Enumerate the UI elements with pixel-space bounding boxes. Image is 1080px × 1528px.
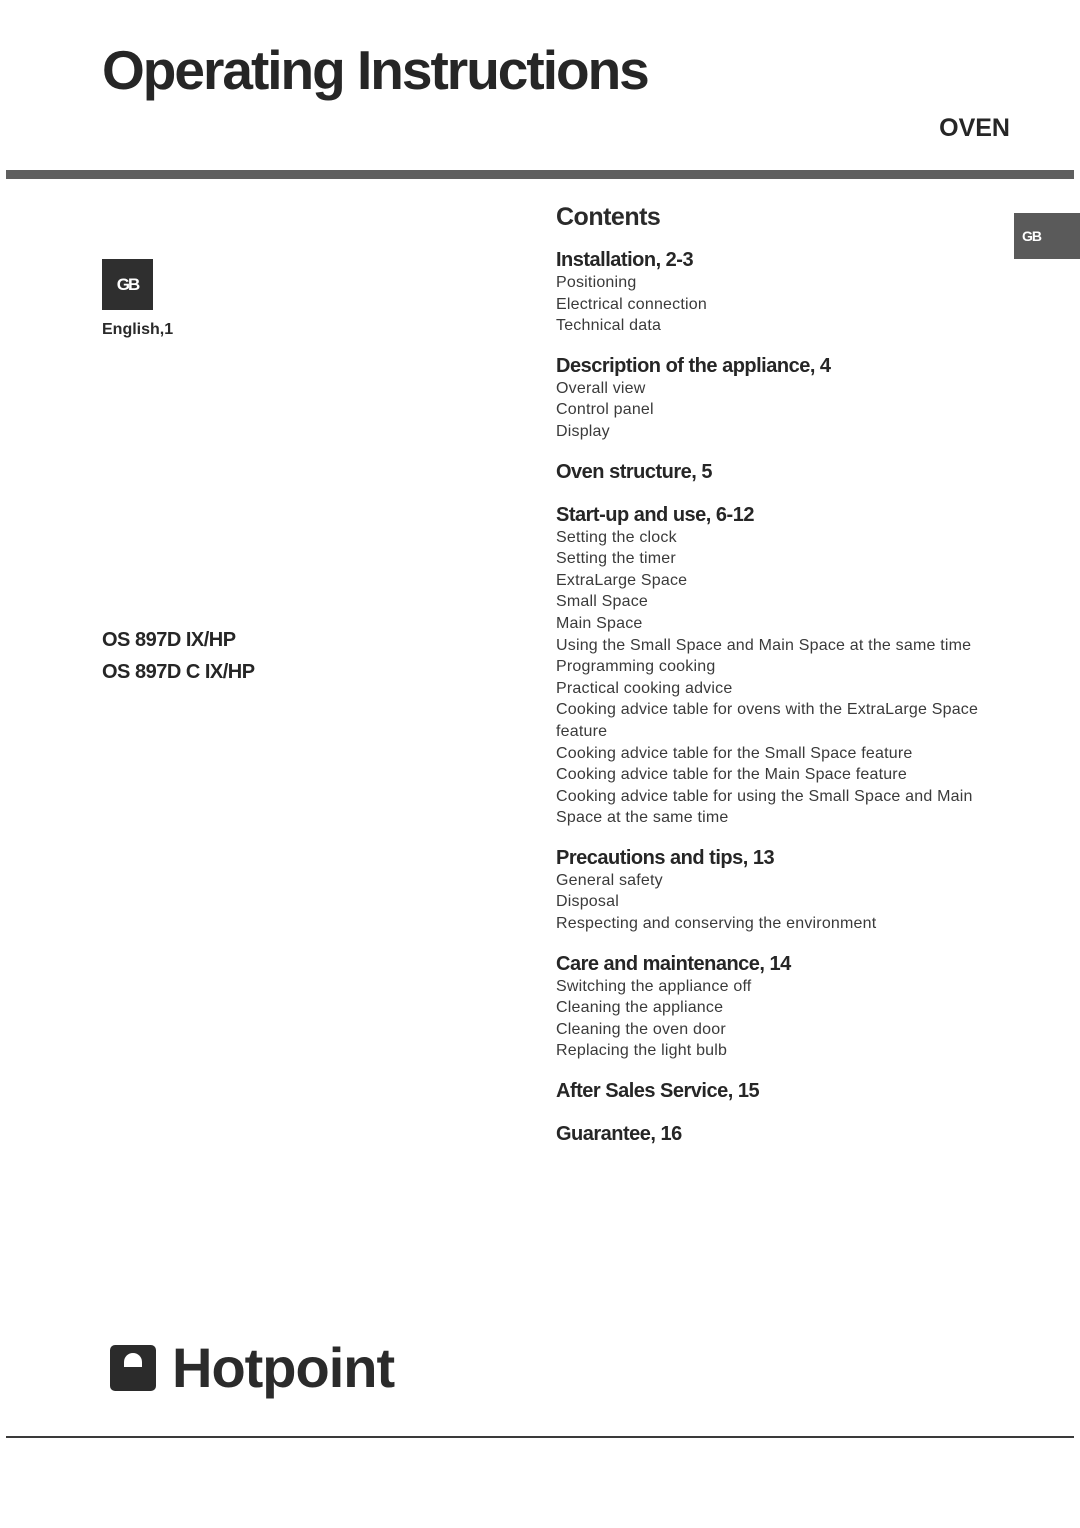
language-label: English,1 xyxy=(102,321,174,338)
section-item-list xyxy=(556,272,996,337)
model-name: OS 897D C IX/HP xyxy=(102,661,255,683)
contents-section xyxy=(556,1079,996,1103)
contents-section xyxy=(556,846,996,935)
section-item: Switching the appliance off xyxy=(556,977,752,995)
section-item: Small Space xyxy=(556,593,649,611)
brand-mark-icon xyxy=(110,1345,156,1391)
contents-section xyxy=(556,1122,996,1146)
page-title: Operating Instructions xyxy=(102,39,648,101)
section-item: Display xyxy=(556,422,610,440)
brand-wordmark: Hotpoint xyxy=(172,1336,395,1399)
model-list xyxy=(102,624,255,688)
section-item-list xyxy=(556,870,996,935)
header-divider xyxy=(6,170,1074,179)
section-item: Electrical connection xyxy=(556,295,707,313)
language-badge: GB xyxy=(102,259,153,310)
section-item: Practical cooking advice xyxy=(556,679,733,697)
section-item: Technical data xyxy=(556,317,662,335)
section-item: Cooking advice table for the Main Space feature xyxy=(556,766,907,784)
hotpoint-logo xyxy=(110,1335,394,1400)
section-item: Respecting and conserving the environment xyxy=(556,915,877,933)
section-item-list xyxy=(556,378,996,443)
contents-section xyxy=(556,460,996,484)
contents-heading: Contents xyxy=(556,203,661,231)
section-item: Cooking advice table for ovens with the ExtraLarge Space feature xyxy=(556,701,979,740)
section-item: Setting the timer xyxy=(556,550,676,568)
product-type: OVEN xyxy=(939,114,1010,142)
section-item: Cleaning the oven door xyxy=(556,1020,726,1038)
section-item: Disposal xyxy=(556,893,619,911)
section-item-list xyxy=(556,527,996,829)
contents-section xyxy=(556,952,996,1062)
section-title: Description of the appliance, 4 xyxy=(556,354,831,377)
section-title: Guarantee, 16 xyxy=(556,1123,682,1146)
section-title: Installation, 2-3 xyxy=(556,249,694,271)
section-item: ExtraLarge Space xyxy=(556,571,688,589)
language-side-tab: GB xyxy=(1014,213,1080,259)
section-item: Overall view xyxy=(556,379,646,397)
contents-section xyxy=(556,503,996,829)
section-item: Replacing the light bulb xyxy=(556,1042,728,1060)
section-item: Programming cooking xyxy=(556,658,716,676)
section-item-list xyxy=(556,976,996,1062)
section-item: Using the Small Space and Main Space at the same time xyxy=(556,636,972,654)
contents-section xyxy=(556,354,996,443)
section-item: General safety xyxy=(556,871,663,889)
section-item: Cooking advice table for the Small Space feature xyxy=(556,744,913,762)
section-item: Cooking advice table for using the Small Space and Main Space at the same time xyxy=(556,787,973,827)
section-title: Start-up and use, 6-12 xyxy=(556,503,754,526)
section-item: Positioning xyxy=(556,274,637,291)
footer-divider xyxy=(6,1436,1074,1438)
contents-section xyxy=(556,248,996,337)
section-item: Cleaning the appliance xyxy=(556,999,724,1017)
table-of-contents xyxy=(556,203,996,1165)
section-item: Main Space xyxy=(556,614,643,632)
model-name: OS 897D IX/HP xyxy=(102,629,236,651)
section-title: Care and maintenance, 14 xyxy=(556,952,791,975)
section-item: Setting the clock xyxy=(556,528,677,546)
section-title: After Sales Service, 15 xyxy=(556,1080,760,1103)
section-title: Precautions and tips, 13 xyxy=(556,846,775,869)
section-item: Control panel xyxy=(556,401,654,419)
section-title: Oven structure, 5 xyxy=(556,460,713,483)
